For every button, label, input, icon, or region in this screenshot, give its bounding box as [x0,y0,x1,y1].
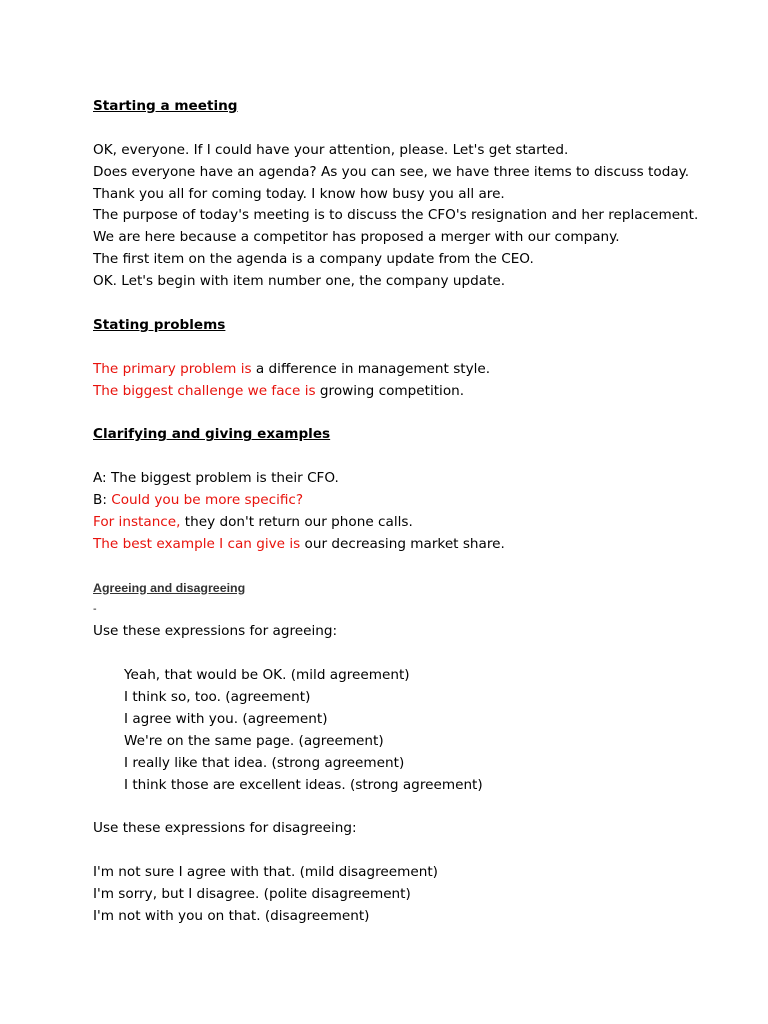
list-item: I'm not with you on that. (disagreement) [93,907,370,924]
paragraph-line: Does everyone have an agenda? As you can see, we have three items to discuss today. [93,163,690,180]
paragraph-line [93,534,713,556]
spacer [93,118,713,140]
highlighted-phrase: The biggest challenge we face is [93,382,316,399]
paragraph-line [93,359,713,381]
paragraph-line [93,381,713,403]
plain-phrase: B: [93,492,112,509]
paragraph-line: A: The biggest problem is their CFO. [93,470,339,487]
list-item: I think those are excellent ideas. (strong agreement) [124,776,483,793]
plain-phrase: our decreasing market share. [300,535,505,552]
plain-phrase: they don't return our phone calls. [180,513,413,530]
spacer [93,446,713,468]
paragraph-line: The purpose of today's meeting is to discuss the CFO's resignation and her replacement. [93,207,699,224]
highlighted-phrase: The primary problem is [93,360,252,377]
spacer [93,643,713,665]
paragraph-line: OK, everyone. If I could have your attention, please. Let's get started. [93,141,569,158]
list-item: I'm sorry, but I disagree. (polite disagreement) [93,886,411,903]
paragraph-line: We are here because a competitor has proposed a merger with our company. [93,229,620,246]
section-heading-stating-problems: Stating problems [93,316,226,333]
document-page [93,96,713,928]
spacer [93,337,713,359]
spacer [93,402,713,424]
list-item: I'm not sure I agree with that. (mild disagreement) [93,864,438,881]
highlighted-phrase: Could you be more specific? [111,492,304,509]
paragraph-line: Thank you all for coming today. I know how busy you all are. [93,185,505,202]
list-item: I really like that idea. (strong agreement) [124,754,405,771]
stray-mark: - [93,604,97,616]
list-item: I think so, too. (agreement) [124,689,311,706]
section-heading-agreeing: Agreeing and disagreeing [93,580,246,595]
paragraph-line [93,490,713,512]
list-item: We're on the same page. (agreement) [124,732,384,749]
paragraph-line: OK. Let's begin with item number one, the company update. [93,273,506,290]
spacer [93,797,713,819]
highlighted-phrase: For instance, [93,513,181,530]
paragraph-line: Use these expressions for disagreeing: [93,820,357,837]
section-heading-clarifying: Clarifying and giving examples [93,426,331,443]
highlighted-phrase: The best example I can give is [93,535,301,552]
plain-phrase: growing competition. [315,382,465,399]
list-item: I agree with you. (agreement) [124,710,328,727]
spacer [93,293,713,315]
spacer [93,556,713,578]
section-heading-starting-a-meeting: Starting a meeting [93,98,238,114]
paragraph-line: Use these expressions for agreeing: [93,623,338,640]
paragraph-line: The first item on the agenda is a company update from the CEO. [93,251,534,268]
paragraph-line [93,512,713,534]
plain-phrase: a difference in management style. [251,360,491,377]
spacer [93,840,713,862]
list-item: Yeah, that would be OK. (mild agreement) [124,667,410,684]
